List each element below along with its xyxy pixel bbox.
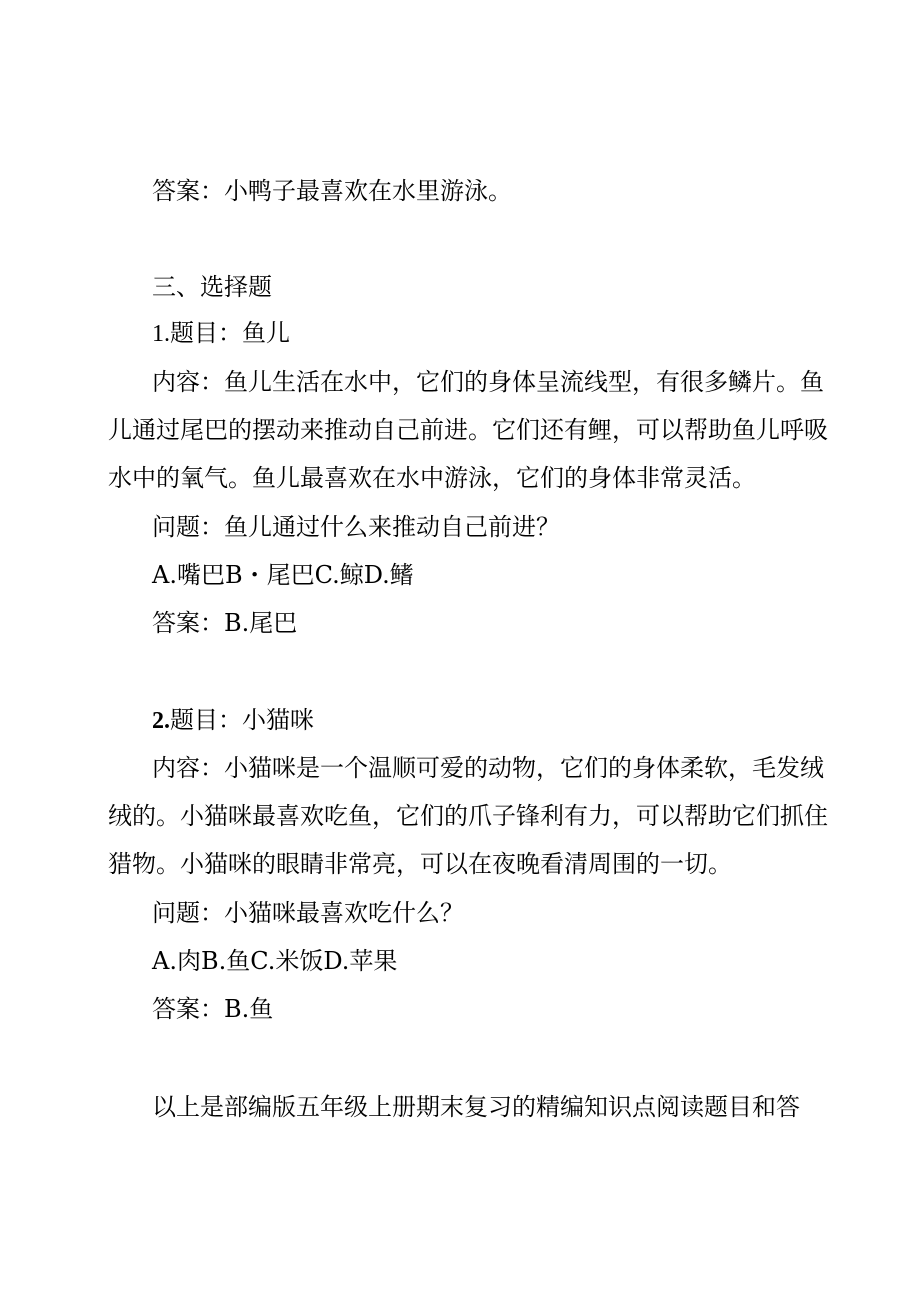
- question-1-answer: 答案：B.尾巴: [152, 609, 298, 637]
- question-1-title: 题目：鱼儿: [170, 319, 290, 347]
- question-1-prompt: 问题：鱼儿通过什么来推动自己前进？: [152, 513, 560, 541]
- question-2-title: 题目：小猫咪: [170, 706, 314, 734]
- question-2-options: A.肉B.鱼C.米饭D.苹果: [152, 947, 398, 975]
- question-2-content-line-2: 绒的。小猫咪最喜欢吃鱼，它们的爪子锋利有力，可以帮助它们抓住: [108, 802, 828, 830]
- question-2-prompt: 问题：小猫咪最喜欢吃什么？: [152, 899, 464, 927]
- question-2-heading: [152, 705, 314, 736]
- closing-paragraph: 以上是部编版五年级上册期末复习的精编知识点阅读题目和答: [152, 1093, 800, 1121]
- section-title: 三、选择题: [152, 273, 272, 301]
- question-1-number: 1.: [152, 321, 170, 347]
- question-1-options: A.嘴巴B・尾巴C.鲸D.鳍: [152, 561, 414, 589]
- question-2-content-line-1: 内容：小猫咪是一个温顺可爱的动物，它们的身体柔软，毛发绒: [152, 754, 824, 782]
- question-2-number: 2.: [152, 708, 170, 734]
- question-1-heading: [152, 318, 290, 349]
- question-1-content-line-2: 儿通过尾巴的摆动来推动自己前进。它们还有鲤，可以帮助鱼儿呼吸: [108, 416, 828, 444]
- question-2-answer: 答案：B.鱼: [152, 995, 274, 1023]
- question-1-content-line-3: 水中的氧气。鱼儿最喜欢在水中游泳，它们的身体非常灵活。: [108, 464, 756, 492]
- question-2-content-line-3: 猎物。小猫咪的眼睛非常亮，可以在夜晚看清周围的一切。: [108, 850, 732, 878]
- previous-answer: 答案：小鸭子最喜欢在水里游泳。: [152, 177, 512, 205]
- question-1-content-line-1: 内容：鱼儿生活在水中，它们的身体呈流线型，有很多鳞片。鱼: [152, 368, 824, 396]
